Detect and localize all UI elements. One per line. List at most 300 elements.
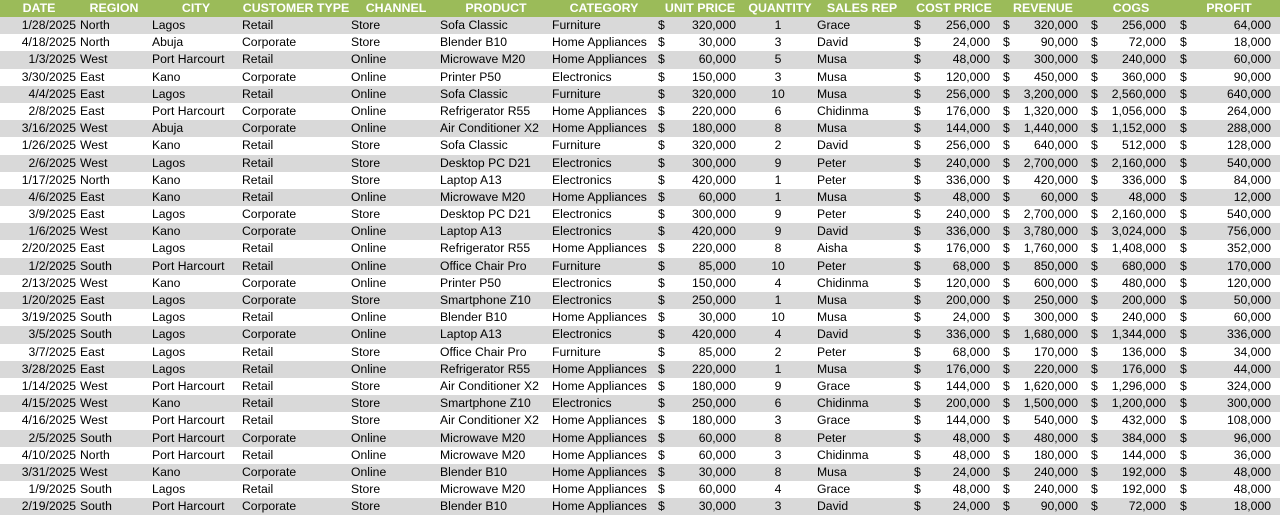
cell-unit-price[interactable] bbox=[658, 86, 738, 103]
cell-profit[interactable] bbox=[1180, 464, 1273, 481]
cell-revenue[interactable] bbox=[1003, 51, 1080, 68]
cell-unit-price[interactable] bbox=[658, 430, 738, 447]
cell-quantity[interactable]: 3 bbox=[774, 413, 782, 428]
cell-quantity[interactable]: 10 bbox=[771, 86, 785, 101]
cell-date[interactable]: 1/9/2025 bbox=[28, 482, 76, 497]
cell-cogs[interactable] bbox=[1091, 447, 1168, 464]
cell-date[interactable]: 1/17/2025 bbox=[21, 172, 76, 187]
cell-customer-type[interactable]: Retail bbox=[242, 396, 274, 411]
cell-city[interactable]: Port Harcourt bbox=[152, 103, 225, 118]
cell-category[interactable]: Home Appliances bbox=[552, 361, 647, 376]
cell-category[interactable]: Furniture bbox=[552, 86, 601, 101]
column-header-quantity[interactable]: QUANTITY bbox=[748, 1, 812, 15]
cell-sales-rep[interactable]: Musa bbox=[817, 52, 847, 67]
cell-channel[interactable]: Online bbox=[351, 275, 387, 290]
cell-unit-price[interactable] bbox=[658, 17, 738, 34]
cell-revenue[interactable] bbox=[1003, 17, 1080, 34]
cell-category[interactable]: Electronics bbox=[552, 275, 612, 290]
cell-date[interactable]: 2/19/2025 bbox=[21, 499, 76, 514]
column-header-revenue[interactable]: REVENUE bbox=[1013, 1, 1073, 15]
cell-region[interactable]: North bbox=[80, 18, 110, 32]
cell-sales-rep[interactable]: Peter bbox=[817, 258, 847, 273]
cell-cost-price[interactable] bbox=[914, 103, 992, 120]
cell-city[interactable]: Lagos bbox=[152, 293, 186, 307]
cell-product[interactable]: Laptop A13 bbox=[440, 327, 502, 342]
cell-customer-type[interactable]: Corporate bbox=[242, 69, 297, 84]
column-header-region[interactable]: REGION bbox=[89, 1, 139, 15]
cell-date[interactable]: 4/16/2025 bbox=[21, 413, 76, 428]
cell-category[interactable]: Home Appliances bbox=[552, 310, 647, 325]
cell-sales-rep[interactable]: Musa bbox=[817, 121, 847, 136]
cell-sales-rep[interactable]: Musa bbox=[817, 464, 847, 479]
cell-product[interactable]: Smartphone Z10 bbox=[440, 293, 531, 307]
cell-product[interactable]: Laptop A13 bbox=[440, 224, 502, 239]
cell-quantity[interactable]: 5 bbox=[774, 52, 782, 67]
cell-region[interactable]: West bbox=[80, 396, 108, 411]
cell-city[interactable]: Kano bbox=[152, 189, 181, 204]
cell-channel[interactable]: Store bbox=[351, 207, 381, 222]
cell-revenue[interactable] bbox=[1003, 498, 1080, 515]
cell-date[interactable]: 4/6/2025 bbox=[28, 189, 76, 204]
cell-customer-type[interactable]: Retail bbox=[242, 361, 274, 376]
cell-date[interactable]: 3/9/2025 bbox=[28, 207, 76, 222]
cell-cogs[interactable] bbox=[1091, 155, 1168, 172]
cell-product[interactable]: Refrigerator R55 bbox=[440, 241, 531, 256]
cell-sales-rep[interactable]: Aisha bbox=[817, 241, 848, 256]
column-header-cost-price[interactable]: COST PRICE bbox=[916, 1, 992, 15]
cell-city[interactable]: Port Harcourt bbox=[152, 258, 225, 273]
cell-category[interactable]: Electronics bbox=[552, 172, 612, 187]
cell-profit[interactable] bbox=[1180, 344, 1273, 361]
cell-customer-type[interactable]: Retail bbox=[242, 189, 274, 204]
cell-quantity[interactable]: 8 bbox=[774, 121, 782, 136]
cell-city[interactable]: Lagos bbox=[152, 241, 186, 256]
cell-date[interactable]: 3/19/2025 bbox=[21, 310, 76, 325]
cell-region[interactable]: South bbox=[80, 482, 112, 497]
cell-sales-rep[interactable]: Peter bbox=[817, 344, 847, 359]
cell-unit-price[interactable] bbox=[658, 103, 738, 120]
cell-sales-rep[interactable]: Chidinma bbox=[817, 275, 869, 290]
cell-city[interactable]: Lagos bbox=[152, 18, 186, 32]
cell-region[interactable]: West bbox=[80, 275, 108, 290]
cell-cogs[interactable] bbox=[1091, 51, 1168, 68]
cell-sales-rep[interactable]: Chidinma bbox=[817, 396, 869, 411]
cell-revenue[interactable] bbox=[1003, 412, 1080, 429]
cell-channel[interactable]: Store bbox=[351, 499, 381, 514]
cell-cogs[interactable] bbox=[1091, 120, 1168, 137]
cell-cost-price[interactable] bbox=[914, 292, 992, 309]
cell-sales-rep[interactable]: Peter bbox=[817, 155, 847, 170]
cell-category[interactable]: Home Appliances bbox=[552, 52, 647, 67]
cell-channel[interactable]: Online bbox=[351, 258, 387, 273]
cell-region[interactable]: South bbox=[80, 258, 112, 273]
cell-unit-price[interactable] bbox=[658, 481, 738, 498]
cell-revenue[interactable] bbox=[1003, 292, 1080, 309]
cell-cost-price[interactable] bbox=[914, 223, 992, 240]
cell-region[interactable]: West bbox=[80, 224, 108, 239]
cell-category[interactable]: Home Appliances bbox=[552, 413, 647, 428]
cell-city[interactable]: Port Harcourt bbox=[152, 430, 225, 445]
cell-sales-rep[interactable]: David bbox=[817, 138, 849, 153]
cell-unit-price[interactable] bbox=[658, 498, 738, 515]
cell-customer-type[interactable]: Corporate bbox=[242, 35, 297, 50]
cell-customer-type[interactable]: Corporate bbox=[242, 430, 297, 445]
cell-date[interactable]: 1/20/2025 bbox=[21, 293, 76, 307]
cell-city[interactable]: Lagos bbox=[152, 207, 186, 222]
cell-sales-rep[interactable]: Grace bbox=[817, 378, 851, 393]
cell-channel[interactable]: Store bbox=[351, 35, 381, 50]
cell-cogs[interactable] bbox=[1091, 258, 1168, 275]
column-header-profit[interactable]: PROFIT bbox=[1206, 1, 1252, 15]
cell-region[interactable]: South bbox=[80, 499, 112, 514]
cell-category[interactable]: Home Appliances bbox=[552, 447, 647, 462]
cell-channel[interactable]: Online bbox=[351, 52, 387, 67]
cell-unit-price[interactable] bbox=[658, 137, 738, 154]
cell-city[interactable]: Kano bbox=[152, 69, 181, 84]
cell-city[interactable]: Lagos bbox=[152, 344, 186, 359]
cell-revenue[interactable] bbox=[1003, 240, 1080, 257]
cell-cost-price[interactable] bbox=[914, 430, 992, 447]
cell-cost-price[interactable] bbox=[914, 344, 992, 361]
cell-cost-price[interactable] bbox=[914, 395, 992, 412]
cell-revenue[interactable] bbox=[1003, 326, 1080, 343]
cell-channel[interactable]: Store bbox=[351, 18, 381, 32]
cell-city[interactable]: Abuja bbox=[152, 121, 184, 136]
cell-cost-price[interactable] bbox=[914, 447, 992, 464]
cell-cost-price[interactable] bbox=[914, 206, 992, 223]
cell-revenue[interactable] bbox=[1003, 189, 1080, 206]
cell-product[interactable]: Microwave M20 bbox=[440, 189, 526, 204]
cell-quantity[interactable]: 1 bbox=[774, 172, 782, 187]
cell-region[interactable]: East bbox=[80, 293, 105, 307]
cell-revenue[interactable] bbox=[1003, 430, 1080, 447]
cell-cost-price[interactable] bbox=[914, 361, 992, 378]
cell-category[interactable]: Electronics bbox=[552, 69, 612, 84]
cell-city[interactable]: Lagos bbox=[152, 482, 186, 497]
cell-region[interactable]: West bbox=[80, 378, 108, 393]
cell-cost-price[interactable] bbox=[914, 69, 992, 86]
cell-date[interactable]: 3/28/2025 bbox=[21, 361, 76, 376]
cell-profit[interactable] bbox=[1180, 395, 1273, 412]
cell-cogs[interactable] bbox=[1091, 498, 1168, 515]
cell-date[interactable]: 4/10/2025 bbox=[21, 447, 76, 462]
cell-revenue[interactable] bbox=[1003, 137, 1080, 154]
cell-customer-type[interactable]: Retail bbox=[242, 413, 274, 428]
cell-date[interactable]: 2/5/2025 bbox=[28, 430, 76, 445]
cell-quantity[interactable]: 4 bbox=[774, 482, 782, 497]
cell-category[interactable]: Home Appliances bbox=[552, 499, 647, 514]
cell-cost-price[interactable] bbox=[914, 120, 992, 137]
cell-channel[interactable]: Store bbox=[351, 378, 381, 393]
cell-category[interactable]: Home Appliances bbox=[552, 378, 647, 393]
cell-channel[interactable]: Online bbox=[351, 103, 387, 118]
cell-region[interactable]: North bbox=[80, 447, 110, 462]
cell-channel[interactable]: Store bbox=[351, 138, 381, 153]
cell-region[interactable]: West bbox=[80, 155, 108, 170]
cell-revenue[interactable] bbox=[1003, 69, 1080, 86]
cell-sales-rep[interactable]: Musa bbox=[817, 69, 847, 84]
cell-city[interactable]: Kano bbox=[152, 275, 181, 290]
cell-city[interactable]: Port Harcourt bbox=[152, 413, 225, 428]
cell-cost-price[interactable] bbox=[914, 86, 992, 103]
cell-sales-rep[interactable]: David bbox=[817, 224, 849, 239]
column-header-sales-rep[interactable]: SALES REP bbox=[826, 1, 898, 15]
cell-product[interactable]: Microwave M20 bbox=[440, 52, 526, 67]
cell-profit[interactable] bbox=[1180, 155, 1273, 172]
cell-category[interactable]: Electronics bbox=[552, 396, 612, 411]
cell-date[interactable]: 2/8/2025 bbox=[28, 103, 76, 118]
cell-cost-price[interactable] bbox=[914, 189, 992, 206]
cell-cogs[interactable] bbox=[1091, 412, 1168, 429]
cell-revenue[interactable] bbox=[1003, 378, 1080, 395]
cell-cost-price[interactable] bbox=[914, 498, 992, 515]
cell-category[interactable]: Furniture bbox=[552, 258, 601, 273]
cell-revenue[interactable] bbox=[1003, 481, 1080, 498]
cell-cogs[interactable] bbox=[1091, 137, 1168, 154]
cell-customer-type[interactable]: Corporate bbox=[242, 499, 297, 514]
cell-date[interactable]: 1/14/2025 bbox=[21, 378, 76, 393]
cell-quantity[interactable]: 1 bbox=[774, 18, 782, 32]
cell-profit[interactable] bbox=[1180, 378, 1273, 395]
cell-date[interactable]: 3/5/2025 bbox=[28, 327, 76, 342]
cell-product[interactable]: Blender B10 bbox=[440, 499, 508, 514]
cell-cogs[interactable] bbox=[1091, 69, 1168, 86]
cell-cost-price[interactable] bbox=[914, 481, 992, 498]
cell-date[interactable]: 1/26/2025 bbox=[21, 138, 76, 153]
cell-product[interactable]: Sofa Classic bbox=[440, 86, 508, 101]
cell-city[interactable]: Lagos bbox=[152, 86, 186, 101]
cell-cogs[interactable] bbox=[1091, 34, 1168, 51]
cell-quantity[interactable]: 1 bbox=[774, 293, 782, 307]
cell-customer-type[interactable]: Retail bbox=[242, 258, 274, 273]
cell-customer-type[interactable]: Corporate bbox=[242, 275, 297, 290]
cell-product[interactable]: Blender B10 bbox=[440, 464, 508, 479]
cell-revenue[interactable] bbox=[1003, 103, 1080, 120]
cell-unit-price[interactable] bbox=[658, 51, 738, 68]
cell-category[interactable]: Furniture bbox=[552, 138, 601, 153]
cell-city[interactable]: Port Harcourt bbox=[152, 378, 225, 393]
cell-revenue[interactable] bbox=[1003, 86, 1080, 103]
cell-customer-type[interactable]: Retail bbox=[242, 482, 274, 497]
cell-customer-type[interactable]: Retail bbox=[242, 18, 274, 32]
cell-cost-price[interactable] bbox=[914, 378, 992, 395]
cell-category[interactable]: Electronics bbox=[552, 327, 612, 342]
cell-quantity[interactable]: 6 bbox=[774, 103, 782, 118]
cell-channel[interactable]: Online bbox=[351, 447, 387, 462]
cell-product[interactable]: Printer P50 bbox=[440, 275, 501, 290]
cell-sales-rep[interactable]: Peter bbox=[817, 207, 847, 222]
cell-cost-price[interactable] bbox=[914, 309, 992, 326]
cell-sales-rep[interactable]: Chidinma bbox=[817, 447, 869, 462]
cell-cost-price[interactable] bbox=[914, 464, 992, 481]
cell-customer-type[interactable]: Corporate bbox=[242, 121, 297, 136]
cell-sales-rep[interactable]: Musa bbox=[817, 310, 847, 325]
cell-profit[interactable] bbox=[1180, 412, 1273, 429]
cell-date[interactable]: 1/2/2025 bbox=[28, 258, 76, 273]
cell-city[interactable]: Port Harcourt bbox=[152, 52, 225, 67]
cell-unit-price[interactable] bbox=[658, 189, 738, 206]
cell-unit-price[interactable] bbox=[658, 223, 738, 240]
cell-unit-price[interactable] bbox=[658, 206, 738, 223]
cell-region[interactable]: West bbox=[80, 413, 108, 428]
cell-channel[interactable]: Store bbox=[351, 396, 381, 411]
cell-product[interactable]: Microwave M20 bbox=[440, 430, 526, 445]
cell-cost-price[interactable] bbox=[914, 258, 992, 275]
cell-category[interactable]: Home Appliances bbox=[552, 121, 647, 136]
cell-region[interactable]: West bbox=[80, 138, 108, 153]
cell-city[interactable]: Port Harcourt bbox=[152, 447, 225, 462]
cell-customer-type[interactable]: Retail bbox=[242, 241, 274, 256]
cell-region[interactable]: South bbox=[80, 310, 112, 325]
cell-product[interactable]: Sofa Classic bbox=[440, 18, 508, 32]
cell-cost-price[interactable] bbox=[914, 137, 992, 154]
cell-region[interactable]: East bbox=[80, 361, 105, 376]
cell-cost-price[interactable] bbox=[914, 155, 992, 172]
cell-quantity[interactable]: 9 bbox=[774, 224, 782, 239]
cell-cogs[interactable] bbox=[1091, 275, 1168, 292]
cell-cogs[interactable] bbox=[1091, 17, 1168, 34]
cell-cogs[interactable] bbox=[1091, 309, 1168, 326]
cell-sales-rep[interactable]: Grace bbox=[817, 18, 851, 32]
cell-cogs[interactable] bbox=[1091, 292, 1168, 309]
cell-product[interactable]: Office Chair Pro bbox=[440, 258, 527, 273]
cell-revenue[interactable] bbox=[1003, 120, 1080, 137]
cell-channel[interactable]: Online bbox=[351, 189, 387, 204]
cell-customer-type[interactable]: Retail bbox=[242, 378, 274, 393]
cell-product[interactable]: Laptop A13 bbox=[440, 172, 502, 187]
cell-region[interactable]: East bbox=[80, 189, 105, 204]
cell-profit[interactable] bbox=[1180, 292, 1273, 309]
cell-profit[interactable] bbox=[1180, 34, 1273, 51]
cell-region[interactable]: North bbox=[80, 35, 110, 50]
cell-date[interactable]: 2/6/2025 bbox=[28, 155, 76, 170]
cell-channel[interactable]: Online bbox=[351, 361, 387, 376]
cell-unit-price[interactable] bbox=[658, 120, 738, 137]
cell-revenue[interactable] bbox=[1003, 155, 1080, 172]
cell-cost-price[interactable] bbox=[914, 172, 992, 189]
cell-region[interactable]: East bbox=[80, 69, 105, 84]
cell-profit[interactable] bbox=[1180, 86, 1273, 103]
cell-cogs[interactable] bbox=[1091, 361, 1168, 378]
cell-quantity[interactable]: 4 bbox=[774, 327, 782, 342]
cell-profit[interactable] bbox=[1180, 17, 1273, 34]
cell-region[interactable]: South bbox=[80, 327, 112, 342]
cell-category[interactable]: Home Appliances bbox=[552, 189, 647, 204]
cell-date[interactable]: 1/28/2025 bbox=[21, 18, 76, 32]
cell-city[interactable]: Kano bbox=[152, 172, 181, 187]
cell-quantity[interactable]: 10 bbox=[771, 310, 785, 325]
cell-unit-price[interactable] bbox=[658, 69, 738, 86]
cell-sales-rep[interactable]: Peter bbox=[817, 430, 847, 445]
cell-quantity[interactable]: 8 bbox=[774, 430, 782, 445]
cell-date[interactable]: 3/31/2025 bbox=[21, 464, 76, 479]
cell-revenue[interactable] bbox=[1003, 223, 1080, 240]
cell-product[interactable]: Blender B10 bbox=[440, 35, 508, 50]
cell-quantity[interactable]: 9 bbox=[774, 207, 782, 222]
cell-category[interactable]: Home Appliances bbox=[552, 482, 647, 497]
cell-sales-rep[interactable]: David bbox=[817, 35, 849, 50]
cell-customer-type[interactable]: Retail bbox=[242, 155, 274, 170]
cell-profit[interactable] bbox=[1180, 240, 1273, 257]
cell-customer-type[interactable]: Retail bbox=[242, 447, 274, 462]
cell-customer-type[interactable]: Corporate bbox=[242, 464, 297, 479]
cell-date[interactable]: 1/6/2025 bbox=[28, 224, 76, 239]
cell-product[interactable]: Microwave M20 bbox=[440, 482, 526, 497]
cell-region[interactable]: East bbox=[80, 207, 105, 222]
cell-region[interactable]: West bbox=[80, 52, 108, 67]
cell-category[interactable]: Home Appliances bbox=[552, 35, 647, 50]
cell-unit-price[interactable] bbox=[658, 258, 738, 275]
cell-revenue[interactable] bbox=[1003, 464, 1080, 481]
cell-channel[interactable]: Store bbox=[351, 482, 381, 497]
column-header-date[interactable]: DATE bbox=[22, 1, 56, 15]
cell-revenue[interactable] bbox=[1003, 34, 1080, 51]
cell-region[interactable]: West bbox=[80, 121, 108, 136]
cell-customer-type[interactable]: Retail bbox=[242, 86, 274, 101]
cell-unit-price[interactable] bbox=[658, 240, 738, 257]
cell-sales-rep[interactable]: Musa bbox=[817, 189, 847, 204]
cell-unit-price[interactable] bbox=[658, 172, 738, 189]
cell-unit-price[interactable] bbox=[658, 34, 738, 51]
cell-customer-type[interactable]: Corporate bbox=[242, 293, 297, 307]
cell-cogs[interactable] bbox=[1091, 481, 1168, 498]
cell-category[interactable]: Home Appliances bbox=[552, 430, 647, 445]
cell-cogs[interactable] bbox=[1091, 103, 1168, 120]
cell-cogs[interactable] bbox=[1091, 206, 1168, 223]
cell-profit[interactable] bbox=[1180, 498, 1273, 515]
cell-region[interactable]: East bbox=[80, 241, 105, 256]
cell-quantity[interactable]: 9 bbox=[774, 155, 782, 170]
cell-customer-type[interactable]: Retail bbox=[242, 172, 274, 187]
cell-city[interactable]: Abuja bbox=[152, 35, 184, 50]
cell-profit[interactable] bbox=[1180, 137, 1273, 154]
cell-profit[interactable] bbox=[1180, 481, 1273, 498]
cell-cogs[interactable] bbox=[1091, 240, 1168, 257]
cell-profit[interactable] bbox=[1180, 309, 1273, 326]
cell-channel[interactable]: Online bbox=[351, 69, 387, 84]
cell-unit-price[interactable] bbox=[658, 378, 738, 395]
cell-profit[interactable] bbox=[1180, 447, 1273, 464]
cell-product[interactable]: Air Conditioner X2 bbox=[440, 413, 539, 428]
cell-channel[interactable]: Online bbox=[351, 86, 387, 101]
cell-city[interactable]: Lagos bbox=[152, 327, 186, 342]
cell-cost-price[interactable] bbox=[914, 17, 992, 34]
cell-quantity[interactable]: 3 bbox=[774, 447, 782, 462]
cell-cogs[interactable] bbox=[1091, 172, 1168, 189]
cell-profit[interactable] bbox=[1180, 120, 1273, 137]
cell-date[interactable]: 3/16/2025 bbox=[21, 121, 76, 136]
cell-cogs[interactable] bbox=[1091, 326, 1168, 343]
cell-channel[interactable]: Store bbox=[351, 344, 381, 359]
cell-channel[interactable]: Store bbox=[351, 413, 381, 428]
column-header-channel[interactable]: CHANNEL bbox=[365, 1, 427, 15]
cell-product[interactable]: Air Conditioner X2 bbox=[440, 378, 539, 393]
cell-quantity[interactable]: 2 bbox=[774, 344, 782, 359]
cell-revenue[interactable] bbox=[1003, 309, 1080, 326]
cell-channel[interactable]: Store bbox=[351, 155, 381, 170]
cell-cost-price[interactable] bbox=[914, 412, 992, 429]
cell-customer-type[interactable]: Retail bbox=[242, 310, 274, 325]
cell-category[interactable]: Home Appliances bbox=[552, 103, 647, 118]
cell-channel[interactable]: Online bbox=[351, 241, 387, 256]
cell-category[interactable]: Home Appliances bbox=[552, 241, 647, 256]
cell-product[interactable]: Microwave M20 bbox=[440, 447, 526, 462]
cell-cogs[interactable] bbox=[1091, 189, 1168, 206]
cell-profit[interactable] bbox=[1180, 189, 1273, 206]
cell-date[interactable]: 1/3/2025 bbox=[28, 52, 76, 67]
cell-channel[interactable]: Online bbox=[351, 310, 387, 325]
column-header-cogs[interactable]: COGS bbox=[1112, 1, 1150, 15]
